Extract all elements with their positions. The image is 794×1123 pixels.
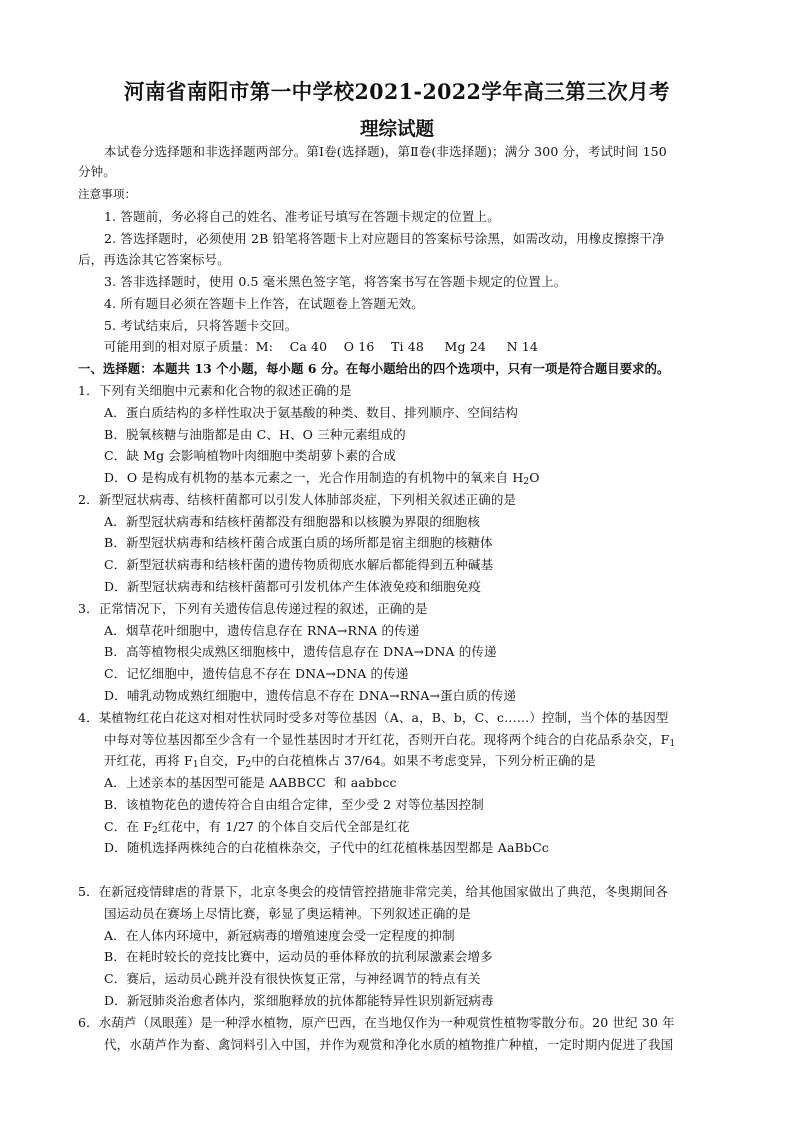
q6-stem-line-2: 代，水葫芦作为畜、禽饲料引入中国，并作为观赏和净化水质的植物推广种植，一定时期内促进了我国 bbox=[104, 1037, 674, 1052]
section-1-heading: 一、选择题：本题共 13 个小题，每小题 6 分。在每小题给出的四个选项中，只有一项是符合题目要求的。 bbox=[78, 361, 670, 376]
q4-option-c: C．在 $F_2$红花中，有 1/27 的个体自交后代全部是红花 bbox=[104, 819, 410, 836]
q5-option-c: C．赛后，运动员心跳并没有很快恢复正常，与神经调节的特点有关 bbox=[104, 971, 481, 986]
q2-option-c: C．新型冠状病毒和结核杆菌的遗传物质彻底水解后都能得到五种碱基 bbox=[104, 557, 494, 572]
intro-line-2: 分钟。 bbox=[78, 164, 116, 179]
q5-stem-line-2: 国运动员在赛场上尽情比赛，彰显了奥运精神。下列叙述正确的是 bbox=[104, 906, 471, 921]
notice-item-3: 3. 答非选择题时，使用 0.5 毫米黑色签字笔，将答案书写在答题卡规定的位置上。 bbox=[104, 274, 567, 289]
q2-option-d: D．新型冠状病毒和结核杆菌都可引发机体产生体液免疫和细胞免疫 bbox=[104, 579, 482, 594]
q3-option-d: D．哺乳动物成熟红细胞中，遗传信息不存在 DNA→RNA→蛋白质的传递 bbox=[104, 688, 517, 703]
q5-stem-line-1: 5．在新冠疫情肆虐的背景下，北京冬奥会的疫情管控措施非常完美，给其他国家做出了典范，冬奥期间各 bbox=[78, 884, 669, 899]
q5-option-b: B．在耗时较长的竞技比赛中，运动员的垂体释放的抗利尿激素会增多 bbox=[104, 949, 493, 964]
q4-stem-line-3: 开红花，再将 $F_1$自交，$F_2$中的白花植株占 37/64。如果不考虑变异，下列分析正确的是 bbox=[104, 753, 596, 770]
q2-stem: 2．新型冠状病毒、结核杆菌都可以引发人体肺部炎症，下列相关叙述正确的是 bbox=[78, 492, 517, 507]
q4-option-d: D．随机选择两株纯合的白花植株杂交，子代中的红花植株基因型都是 AaBbCc bbox=[104, 840, 549, 855]
q4-stem-line-1: 4．某植物红花白花这对相对性状同时受多对等位基因（A、a，B、b，C、c……）控制，当个体的基因型 bbox=[78, 710, 669, 725]
q1-option-d: D．O 是构成有机物的基本元素之一，光合作用制造的有机物中的氧来自 $H_2O$ bbox=[104, 470, 540, 487]
notice-item-2-line-1: 2. 答选择题时，必须使用 2B 铅笔将答题卡上对应题目的答案标号涂黑，如需改动，用橡皮擦擦干净 bbox=[104, 231, 665, 246]
q3-option-b: B．高等植物根尖成熟区细胞核中，遗传信息存在 DNA→DNA 的传递 bbox=[104, 644, 497, 659]
q3-stem: 3．正常情况下，下列有关遗传信息传递过程的叙述，正确的是 bbox=[78, 601, 428, 616]
q3-option-c: C．记忆细胞中，遗传信息不存在 DNA→DNA 的传递 bbox=[104, 666, 409, 681]
q5-option-a: A．在人体内环境中，新冠病毒的增殖速度会受一定程度的抑制 bbox=[104, 928, 455, 943]
q2-option-a: A．新型冠状病毒和结核杆菌都没有细胞器和以核膜为界限的细胞核 bbox=[104, 514, 481, 529]
atomic-masses: 可能用到的相对原子质量：M: Ca 40 O 16 Ti 48 Mg 24 N 14 bbox=[104, 339, 539, 354]
q1-stem: 1．下列有关细胞中元素和化合物的叙述正确的是 bbox=[78, 383, 352, 398]
q1-option-a: A．蛋白质结构的多样性取决于氨基酸的种类、数目、排列顺序、空间结构 bbox=[104, 405, 518, 420]
q4-option-a: A．上述亲本的基因型可能是 AABBCC 和 aabbcc bbox=[104, 775, 397, 790]
exam-title: 河南省南阳市第一中学校2021-2022学年高三第三次月考 bbox=[123, 79, 670, 104]
exam-subtitle: 理综试题 bbox=[359, 118, 435, 140]
q5-option-d: D．新冠肺炎治愈者体内，浆细胞释放的抗体都能特异性识别新冠病毒 bbox=[104, 993, 494, 1008]
q4-stem-line-2: 中每对等位基因都至少含有一个显性基因时才开红花，否则开白花。现将两个纯合的白花品系杂交，$F_1$ bbox=[104, 732, 676, 749]
q1-option-b: B．脱氧核糖与油脂都是由 C、H、O 三种元素组成的 bbox=[104, 427, 406, 442]
q4-option-b: B．该植物花色的遗传符合自由组合定律，至少受 2 对等位基因控制 bbox=[104, 797, 484, 812]
notice-item-2-line-2: 后，再选涂其它答案标号。 bbox=[78, 252, 230, 267]
notice-item-5: 5. 考试结束后，只将答题卡交回。 bbox=[104, 318, 298, 333]
notice-heading: 注意事项： bbox=[78, 187, 137, 201]
notice-item-4: 4. 所有题目必须在答题卡上作答，在试题卷上答题无效。 bbox=[104, 296, 424, 311]
q3-option-a: A．烟草花叶细胞中，遗传信息存在 RNA→RNA 的传递 bbox=[104, 623, 420, 638]
q1-option-c: C．缺 Mg 会影响植物叶肉细胞中类胡萝卜素的合成 bbox=[104, 448, 397, 463]
intro-line-1: 本试卷分选择题和非选择题两部分。第Ⅰ卷(选择题)，第Ⅱ卷(非选择题)；满分 300 分，考试时间 150 bbox=[104, 144, 667, 159]
q2-option-b: B．新型冠状病毒和结核杆菌合成蛋白质的场所都是宿主细胞的核糖体 bbox=[104, 535, 493, 550]
notice-item-1: 1. 答题前，务必将自己的姓名、准考证号填写在答题卡规定的位置上。 bbox=[104, 209, 500, 224]
q6-stem-line-1: 6．水葫芦（凤眼莲）是一种浮水植物，原产巴西，在当地仅作为一种观赏性植物零散分布。20 世纪 30 年 bbox=[78, 1015, 675, 1030]
